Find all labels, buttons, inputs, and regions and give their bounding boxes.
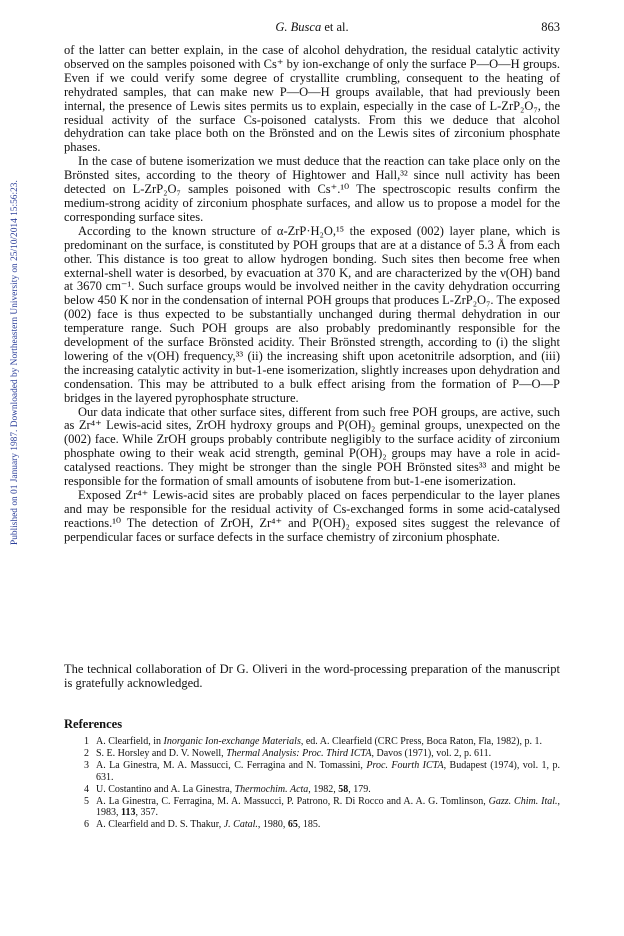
download-watermark[interactable]: Published on 01 January 1987. Downloaded by Northeastern University on 25/10/2014 15:56:23. [10,180,20,546]
reference-number: 6 [84,819,89,831]
running-head-author: G. Busca [275,20,322,34]
page-header [64,20,560,36]
reference-number: 2 [84,747,89,759]
reference-text: , 357. [135,807,158,819]
reference-text: , 1983, [96,795,560,819]
paragraph-1: of the latter can better explain, in the case of alcohol dehydration, the residual catalytic activity observed on the samples poisoned with Cs⁺ by ion-exchange of only the surface P—O—H groups. Even if we could verify some degree of crystallite crumbling, consequent to the heating of rehydrated samples, that can make new P—O—H groups available, that had previously been internal, the presence of Lewis sites permits us to explain, especially in the case of L-ZrP₂O₇, the residual activity of the surface Cs-poisoned catalysts. From this we deduce that alcohol dehydration can take place both on the Brönsted and on the Lewis sites of zirconium phosphate phases. [64,43,560,155]
paragraph-3: According to the known structure of α-ZrP·H₂O,¹⁵ the exposed (002) layer plane, which is predominant on the surface, is constituted by POH groups that are at a distance of 5.3 Å from each other. This distance is too great to allow hydrogen bonding. Such sites then become free when external-shell water is desorbed, by evacuation at 370 K, and are characterized by the ν(OH) band at 3670 cm⁻¹. Such surface groups would be involved neither in the cavity dehydration occurring below 450 K nor in the condensation of internal POH groups that produces L-ZrP₂O₇. The exposed (002) face is thus expected to be substantially unchanged during thermal dehydration in our temperature range. Such POH groups are also probably predominantly responsible for the development of the surface Brönsted acidity. Their Brönsted strength, according to (i) the slight lowering of the ν(OH) frequency,³³ (ii) the increasing shift upon acetonitrile adsorption, and (iii) the increasing catalytic activity in but-1-ene isomerization, slightly increases upon dehydration and condensation. This may be attributed to a bulk effect arising from the formation of P—O—P bridges in the layered pyrophosphate structure. [64,223,560,405]
reference-text: Thermochim. Acta [234,783,309,795]
reference-text: J. Catal. [223,819,258,831]
reference-text: , 185. [297,819,321,831]
reference-text: A. Clearfield, in [96,736,164,747]
reference-item [84,784,560,796]
page-number: 863 [541,20,560,34]
reference-item [84,819,560,831]
references-heading: References [64,717,123,731]
reference-text: 58 [338,783,349,795]
reference-text: U. Costantino and A. La Ginestra, [96,783,235,795]
reference-number: 4 [84,783,89,795]
running-head-suffix: et al. [321,20,349,34]
reference-text: A. Clearfield and D. S. Thakur, [96,819,224,831]
reference-number: 5 [84,795,89,807]
reference-text: Gazz. Chim. Ital. [488,795,558,807]
references-list [84,736,560,831]
reference-text: , Budapest (1974), vol. 1, p. 631. [96,759,560,783]
reference-item [84,796,560,820]
paragraph-5: Exposed Zr⁴⁺ Lewis-acid sites are probably placed on faces perpendicular to the layer planes and may be responsible for the residual activity of Cs-exchanged forms in some acid-catalysed reactions.¹⁰ The detection of ZrOH, Zr⁴⁺ and P(OH)₂ exposed sites suggest the relevance of perpendicular faces or surface defects in the surface chemistry of zirconium phosphate. [64,488,560,544]
reference-text: 113 [121,807,136,819]
paragraph-2: In the case of butene isomerization we must deduce that the reaction can take place only on the Brönsted sites, according to the theory of Hightower and Hall,³² since null activity has been detected on L-ZrP₂O₇ samples poisoned with Cs⁺.¹⁰ The spectroscopic results confirm the medium-strong acidity of zirconium phosphate surfaces, and allow us to propose a model for the corresponding surface sites. [64,154,560,224]
acknowledgement: The technical collaboration of Dr G. Oliveri in the word-processing preparation of the manuscript is gratefully acknowledged. [64,662,560,690]
reference-text: 65 [287,819,298,831]
reference-number: 1 [84,736,89,747]
reference-text: A. La Ginestra, M. A. Massucci, C. Ferragina and N. Tomassini, [96,759,367,771]
reference-text: S. E. Horsley and D. V. Nowell, [96,747,227,759]
running-head [64,20,560,35]
reference-number: 3 [84,759,89,771]
reference-text: , 1980, [257,819,288,831]
body-text [64,44,560,545]
reference-text: , 179. [348,783,371,795]
reference-item [84,748,560,760]
paragraph-4: Our data indicate that other surface sites, different from such free POH groups, are active, such as Zr⁴⁺ Lewis-acid sites, ZrOH hydroxy groups and P(OH)₂ geminal groups, unexpected on the (002) face. While ZrOH groups probably contribute negligibly to the surface acidity of zirconium phosphate owing to their weak acid strength, geminal P(OH)₂ groups may have a role in acid-catalysed reactions. They might be stronger than the single POH Brönsted sites³³ and might be responsible for the formation of small amounts of isobutene from but-1-ene isomerization. [64,404,560,489]
reference-text: Thermal Analysis: Proc. Third ICTA [226,747,372,759]
reference-item [84,760,560,784]
reference-text: Inorganic Ion-exchange Materials [163,736,301,747]
reference-text: A. La Ginestra, C. Ferragina, M. A. Massucci, P. Patrono, R. Di Rocco and A. A. G. Tomlinson, [96,795,489,807]
reference-text: , 1982, [308,783,339,795]
reference-text: , Davos (1971), vol. 2, p. 611. [371,747,492,759]
reference-text: , ed. A. Clearfield (CRC Press, Boca Raton, Fla, 1982), p. 1. [300,736,542,747]
reference-item [84,736,560,748]
reference-text: Proc. Fourth ICTA [366,759,444,771]
